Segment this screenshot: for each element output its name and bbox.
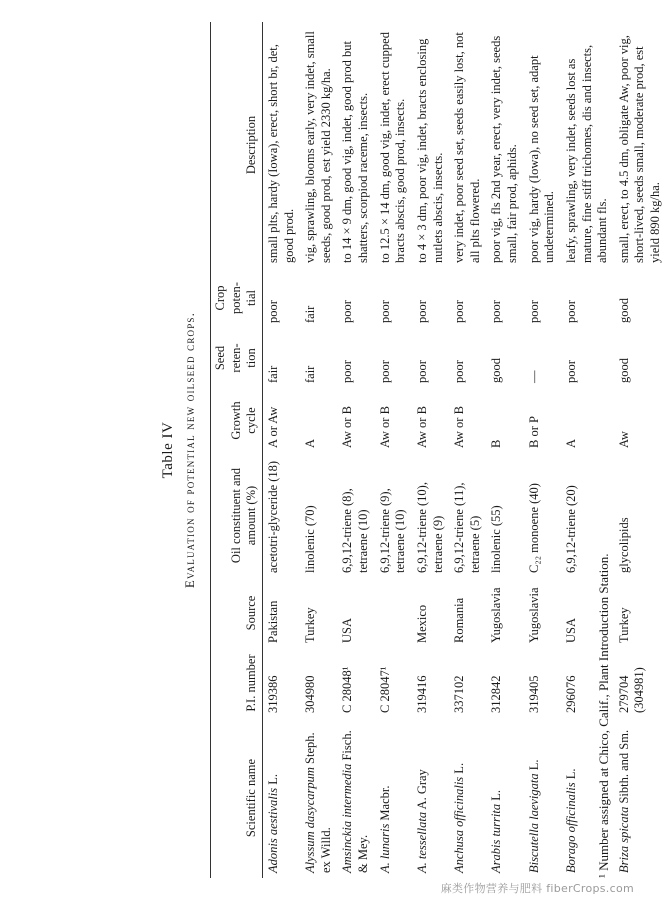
cell-source: Yugoslavia (489, 587, 504, 643)
scientific-name-genus-species: Biscutella laevigata (526, 773, 541, 873)
cell-oil-constituent: 6,9,12-triene (8), tetraene (10) (340, 488, 370, 573)
cell-source: Mexico (414, 604, 429, 643)
cell-crop-potential: poor (489, 300, 504, 323)
cell-crop-potential: poor (265, 300, 280, 323)
cell-description: poor vig, hardy (Iowa), no seed set, adapt undetermined. (526, 55, 557, 263)
header-oil-constituent: Oil constituent and amount (%) (211, 453, 263, 578)
cell-seed-retention: fair (265, 365, 280, 383)
cell-pi-number: 296076 (563, 675, 578, 713)
scientific-name-genus-species: Arabis turrita (489, 803, 504, 873)
cell-growth-cycle: Aw (616, 431, 631, 448)
cell-scientific-name (300, 718, 337, 878)
cell-crop-potential: poor (526, 300, 541, 323)
cell-seed-retention: — (526, 370, 541, 383)
cell-description: small plts, hardy (Iowa), erect, short br, det, good prod. (265, 44, 296, 263)
table-row (262, 22, 300, 878)
table-row (375, 22, 412, 878)
cell-growth-cycle: A or Aw (265, 406, 280, 448)
cell-oil-constituent: linolenic (70) (303, 505, 318, 573)
scientific-name-genus-species: Alyssum dasycarpum (303, 767, 318, 873)
cell-crop-potential: poor (452, 300, 467, 323)
cell-seed-retention: poor (563, 360, 578, 383)
scientific-name-author: L. (265, 774, 280, 785)
cell-source: USA (340, 617, 355, 643)
cell-oil-constituent: 6,9,12-triene (20) (563, 485, 578, 573)
cell-source: Yugoslavia (526, 587, 541, 643)
scientific-name-genus-species: Borago officinalis (563, 782, 578, 873)
cell-oil-constituent: acetotri-glyceride (18) (265, 460, 280, 573)
table-row (412, 22, 449, 878)
cell-growth-cycle: A (303, 438, 318, 448)
cell-seed-retention: poor (377, 360, 392, 383)
scientific-name-author: Macbr. (377, 785, 392, 821)
cell-scientific-name (412, 718, 449, 878)
cell-source: USA (563, 617, 578, 643)
watermark: 麻类作物营养与肥料 fiberCrops.com (440, 882, 634, 895)
cell-description: vig, sprawling, blooms early, very indet, small seeds, good prod, est yield 2330 kg/ha. (303, 31, 333, 263)
header-pi-number: P.I. number (211, 648, 263, 718)
table-row (337, 22, 374, 878)
cell-source: Romania (452, 597, 467, 643)
cell-pi-number: C 28047¹ (377, 666, 392, 713)
cell-scientific-name (449, 718, 486, 878)
header-growth-cycle: Growth cycle (211, 388, 263, 453)
cell-source: Pakistan (265, 600, 280, 643)
cell-growth-cycle: A (563, 438, 578, 448)
cell-description: to 14 × 9 dm, good vig, indet, good prod but shatters, scorpiod raceme, insects. (340, 41, 370, 263)
cell-description: leafy, sprawling, very indet, seeds lost as mature, fine stiff trichomes, dis and insects, abundant fls. (563, 44, 610, 263)
cell-seed-retention: fair (303, 365, 318, 383)
cell-crop-potential: poor (377, 300, 392, 323)
cell-pi-number: 319405 (526, 675, 541, 713)
cell-oil-constituent: 6,9,12-triene (9), tetraene (10) (377, 488, 408, 573)
cell-crop-potential: poor (340, 300, 355, 323)
cell-crop-potential: good (616, 298, 631, 323)
cell-description: poor vig, fls 2nd year, erect, very indet, seeds small, fair prod, aphids. (489, 35, 519, 263)
cell-crop-potential: poor (414, 300, 429, 323)
scientific-name-author: Sibth. and Sm. (616, 729, 631, 804)
header-source: Source (211, 578, 263, 648)
cell-scientific-name (614, 718, 667, 878)
table-row (524, 22, 561, 878)
scientific-name-genus-species: A. tessellata (414, 811, 429, 873)
scientific-name-genus-species: Briza spicata (616, 806, 631, 873)
cell-pi-number: 319386 (265, 675, 280, 713)
scientific-name-genus-species: Amsinckia intermedia (340, 763, 355, 873)
cell-seed-retention: good (616, 358, 631, 383)
header-seed-retention: Seed reten- tion (211, 328, 263, 388)
scientific-name-author: A. Gray (414, 769, 429, 810)
cell-scientific-name (524, 718, 561, 878)
cell-pi-number: C 28048¹ (340, 666, 355, 713)
cell-growth-cycle: B or P (526, 416, 541, 448)
cell-oil-constituent: glycolipids (616, 517, 631, 573)
cell-oil-constituent: 6,9,12-triene (10), tetraene (9) (414, 482, 445, 573)
scientific-name-author: L. (489, 789, 504, 801)
scientific-name-author: L. (526, 759, 541, 771)
cell-oil-constituent: 6,9,12-triene (11), tetraene (5) (452, 482, 482, 573)
cell-source (375, 578, 412, 648)
cell-growth-cycle: Aw or B (340, 406, 355, 448)
cell-source: Turkey (616, 607, 631, 643)
cell-pi-number: 319416 (414, 675, 429, 713)
cell-seed-retention: poor (452, 360, 467, 383)
cell-pi-number: 304980 (303, 675, 318, 713)
header-description: Description (211, 22, 263, 268)
cell-scientific-name (486, 718, 523, 878)
table-title: Evaluation of potential new oilseed crops. (182, 311, 197, 589)
cell-growth-cycle: B (489, 439, 504, 448)
cell-description: to 12.5 × 14 dm, good vig, indet, erect cupped bracts abscis, good prod, insects. (377, 32, 408, 263)
cell-pi-number: 279704 (304981) (616, 667, 647, 713)
cell-growth-cycle: Aw or B (377, 406, 392, 448)
header-scientific-name: Scientific name (211, 718, 263, 878)
table-header-row (211, 22, 263, 878)
scientific-name-genus-species: A. lunaris (377, 823, 392, 873)
cell-seed-retention: good (489, 358, 504, 383)
scientific-name-author: L. (563, 768, 578, 780)
cell-growth-cycle: Aw or B (414, 406, 429, 448)
scientific-name-author: Fisch. & Mey. (340, 730, 370, 873)
cell-seed-retention: poor (340, 360, 355, 383)
cell-description: very indet, poor seed set, seeds easily lost, not all plts flowered. (452, 32, 482, 263)
scientific-name-author: L. (452, 762, 467, 774)
cell-oil-constituent: linolenic (55) (489, 505, 504, 573)
table-number: Table IV (160, 421, 176, 479)
scientific-name-genus-species: Adonis aestivalis (265, 787, 280, 873)
cell-pi-number: 337102 (452, 675, 467, 713)
footnote: ¹ Number assigned at Chico, Calif., Plant Introduction Station. (596, 553, 611, 878)
cell-description: small, erect, to 4.5 dm, obligate Aw, poor vig, short-lived, seeds small, moderate prod, est yield 890 kg/ha. (616, 35, 662, 263)
table-row (614, 22, 667, 878)
table-row (449, 22, 486, 878)
cell-scientific-name (337, 718, 374, 878)
cell-source: Turkey (303, 607, 318, 643)
cell-pi-number: 312842 (489, 675, 504, 713)
table-row (300, 22, 337, 878)
cell-description: to 4 × 3 dm, poor vig, indet, bracts enclosing nutlets abscis, insects. (414, 38, 445, 263)
cell-oil-constituent: C₂₂ monoene (40) (526, 483, 541, 573)
cell-crop-potential: fair (303, 305, 318, 323)
cell-seed-retention: poor (414, 360, 429, 383)
header-crop-potential: Crop poten- tial (211, 268, 263, 328)
cell-crop-potential: poor (563, 300, 578, 323)
table-row (486, 22, 523, 878)
cell-scientific-name (262, 718, 300, 878)
scientific-name-genus-species: Anchusa officinalis (452, 776, 467, 873)
cell-scientific-name (375, 718, 412, 878)
scientific-name-author: Steph. ex Willd. (303, 732, 333, 873)
cell-growth-cycle: Aw or B (452, 406, 467, 448)
